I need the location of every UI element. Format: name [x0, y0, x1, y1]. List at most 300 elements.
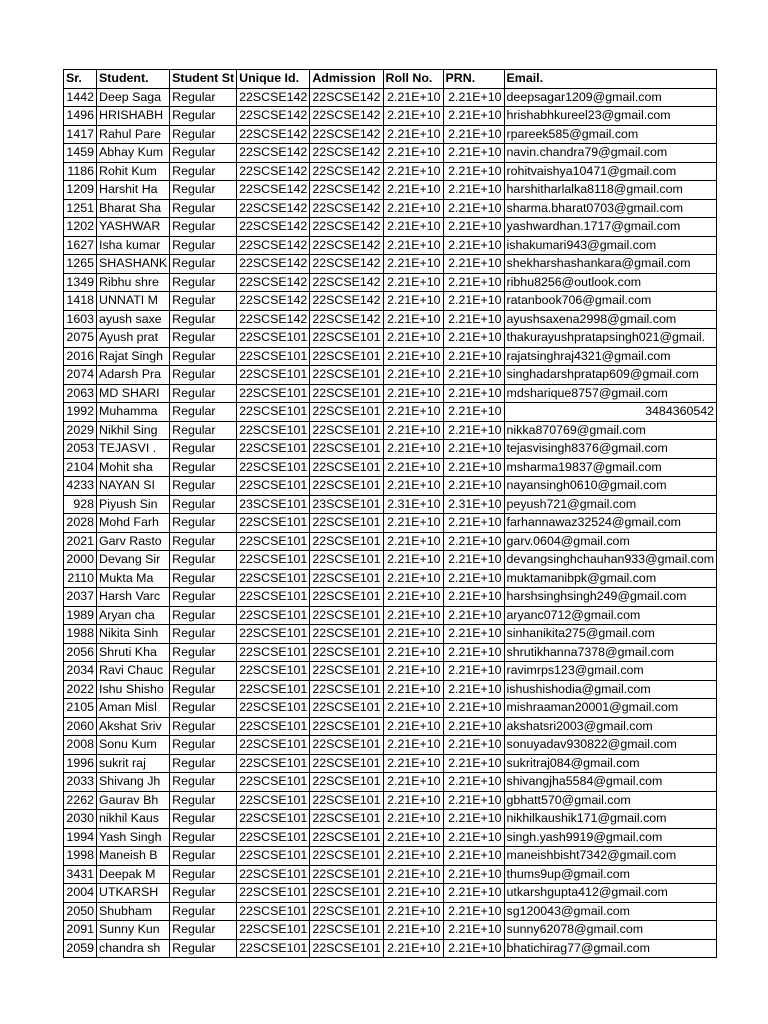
sr-cell: 1627 [64, 236, 97, 255]
prn-cell: 2.21E+10 [443, 606, 504, 625]
admission-cell: 22SCSE101 [310, 699, 383, 718]
admission-cell: 22SCSE101 [310, 773, 383, 792]
unique-id-cell: 22SCSE101 [237, 865, 310, 884]
prn-cell: 2.21E+10 [443, 477, 504, 496]
roll-no-cell: 2.21E+10 [383, 884, 443, 903]
prn-cell: 2.21E+10 [443, 625, 504, 644]
table-row [64, 939, 717, 958]
prn-cell: 2.31E+10 [443, 495, 504, 514]
student-status-cell: Regular [170, 754, 237, 773]
roll-no-cell: 2.21E+10 [383, 125, 443, 144]
student-status-cell: Regular [170, 440, 237, 459]
roll-no-cell: 2.21E+10 [383, 625, 443, 644]
table-row [64, 366, 717, 385]
student-status-cell: Regular [170, 884, 237, 903]
table-row [64, 514, 717, 533]
unique-id-cell: 22SCSE101 [237, 902, 310, 921]
table-row [64, 125, 717, 144]
table-row [64, 551, 717, 570]
sr-cell: 2033 [64, 773, 97, 792]
sr-cell: 928 [64, 495, 97, 514]
student-name-cell: Rahul Pare [97, 125, 170, 144]
table-row [64, 218, 717, 237]
prn-cell: 2.21E+10 [443, 421, 504, 440]
prn-cell: 2.21E+10 [443, 440, 504, 459]
sr-cell: 1417 [64, 125, 97, 144]
table-row [64, 773, 717, 792]
sr-cell: 2063 [64, 384, 97, 403]
sr-cell: 2050 [64, 902, 97, 921]
email-cell: thums9up@gmail.com [504, 865, 717, 884]
unique-id-cell: 22SCSE142 [237, 107, 310, 126]
student-status-cell: Regular [170, 218, 237, 237]
roll-no-cell: 2.21E+10 [383, 514, 443, 533]
table-row [64, 162, 717, 181]
roll-no-cell: 2.21E+10 [383, 144, 443, 163]
sr-cell: 2104 [64, 458, 97, 477]
prn-cell: 2.21E+10 [443, 218, 504, 237]
student-status-cell: Regular [170, 347, 237, 366]
student-name-cell: Mukta Ma [97, 569, 170, 588]
unique-id-cell: 22SCSE101 [237, 643, 310, 662]
email-cell: sukritraj084@gmail.com [504, 754, 717, 773]
student-name-cell: Aryan cha [97, 606, 170, 625]
unique-id-cell: 22SCSE101 [237, 625, 310, 644]
table-row [64, 865, 717, 884]
admission-cell: 22SCSE101 [310, 828, 383, 847]
roll-no-cell: 2.21E+10 [383, 477, 443, 496]
roll-no-cell: 2.21E+10 [383, 680, 443, 699]
email-cell: devangsinghchauhan933@gmail.com [504, 551, 717, 570]
roll-no-cell: 2.21E+10 [383, 458, 443, 477]
roll-no-cell: 2.21E+10 [383, 847, 443, 866]
student-name-cell: Garv Rasto [97, 532, 170, 551]
prn-cell: 2.21E+10 [443, 255, 504, 274]
roll-no-cell: 2.21E+10 [383, 699, 443, 718]
admission-cell: 22SCSE101 [310, 939, 383, 958]
email-cell: harshitharlalka8118@gmail.com [504, 181, 717, 200]
email-cell: muktamanibpk@gmail.com [504, 569, 717, 588]
admission-cell: 22SCSE142 [310, 218, 383, 237]
sr-cell: 2021 [64, 532, 97, 551]
student-name-cell: MD SHARI [97, 384, 170, 403]
admission-cell: 22SCSE101 [310, 717, 383, 736]
student-status-cell: Regular [170, 588, 237, 607]
sr-cell: 1349 [64, 273, 97, 292]
sr-cell: 4233 [64, 477, 97, 496]
roll-no-cell: 2.21E+10 [383, 551, 443, 570]
student-name-cell: TEJASVI . [97, 440, 170, 459]
prn-cell: 2.21E+10 [443, 514, 504, 533]
student-name-cell: NAYAN SI [97, 477, 170, 496]
roll-no-cell: 2.21E+10 [383, 273, 443, 292]
table-row [64, 236, 717, 255]
sr-cell: 2000 [64, 551, 97, 570]
admission-cell: 22SCSE142 [310, 107, 383, 126]
prn-cell: 2.21E+10 [443, 329, 504, 348]
admission-cell: 22SCSE101 [310, 569, 383, 588]
unique-id-header: Unique Id. [237, 70, 310, 89]
email-cell: 3484360542 [504, 403, 717, 422]
student-status-cell: Regular [170, 606, 237, 625]
student-status-cell: Regular [170, 255, 237, 274]
admission-cell: 22SCSE101 [310, 551, 383, 570]
student-name-cell: Rohit Kum [97, 162, 170, 181]
roll-no-cell: 2.21E+10 [383, 181, 443, 200]
table-row [64, 902, 717, 921]
student-status-cell: Regular [170, 421, 237, 440]
email-cell: garv.0604@gmail.com [504, 532, 717, 551]
roll-no-cell: 2.21E+10 [383, 329, 443, 348]
student-status-cell: Regular [170, 625, 237, 644]
sr-cell: 2059 [64, 939, 97, 958]
student-status-cell: Regular [170, 403, 237, 422]
unique-id-cell: 22SCSE142 [237, 88, 310, 107]
email-cell: sunny62078@gmail.com [504, 921, 717, 940]
student-name-cell: Mohd Farh [97, 514, 170, 533]
roll-no-cell: 2.31E+10 [383, 495, 443, 514]
unique-id-cell: 22SCSE101 [237, 810, 310, 829]
sr-cell: 1996 [64, 754, 97, 773]
table-row [64, 606, 717, 625]
admission-cell: 22SCSE142 [310, 273, 383, 292]
table-row [64, 458, 717, 477]
unique-id-cell: 22SCSE101 [237, 921, 310, 940]
sr-cell: 2110 [64, 569, 97, 588]
student-status-cell: Regular [170, 162, 237, 181]
unique-id-cell: 22SCSE101 [237, 551, 310, 570]
unique-id-cell: 22SCSE142 [237, 292, 310, 311]
unique-id-cell: 22SCSE101 [237, 421, 310, 440]
admission-cell: 22SCSE101 [310, 643, 383, 662]
student-name-cell: nikhil Kaus [97, 810, 170, 829]
roll-no-cell: 2.21E+10 [383, 828, 443, 847]
admission-cell: 22SCSE101 [310, 606, 383, 625]
unique-id-cell: 22SCSE101 [237, 440, 310, 459]
unique-id-cell: 22SCSE101 [237, 477, 310, 496]
unique-id-cell: 22SCSE101 [237, 588, 310, 607]
prn-cell: 2.21E+10 [443, 384, 504, 403]
student-name-cell: Ravi Chauc [97, 662, 170, 681]
roll-no-cell: 2.21E+10 [383, 588, 443, 607]
student-name-cell: Nikhil Sing [97, 421, 170, 440]
student-status-cell: Regular [170, 662, 237, 681]
student-status-cell: Regular [170, 828, 237, 847]
unique-id-cell: 22SCSE101 [237, 569, 310, 588]
sr-cell: 2056 [64, 643, 97, 662]
roll-no-cell: 2.21E+10 [383, 310, 443, 329]
student-name-cell: Deepak M [97, 865, 170, 884]
admission-cell: 22SCSE101 [310, 421, 383, 440]
student-name-cell: Akshat Sriv [97, 717, 170, 736]
email-cell: ishakumari943@gmail.com [504, 236, 717, 255]
student-status-cell: Regular [170, 643, 237, 662]
admission-cell: 22SCSE142 [310, 125, 383, 144]
roll-no-cell: 2.21E+10 [383, 218, 443, 237]
sr-cell: 3431 [64, 865, 97, 884]
sr-cell: 1992 [64, 403, 97, 422]
roll-no-cell: 2.21E+10 [383, 643, 443, 662]
student-status-cell: Regular [170, 477, 237, 496]
roll-no-cell: 2.21E+10 [383, 236, 443, 255]
student-status-cell: Regular [170, 773, 237, 792]
unique-id-cell: 22SCSE142 [237, 125, 310, 144]
student-header: Student. [97, 70, 170, 89]
roll-no-cell: 2.21E+10 [383, 403, 443, 422]
admission-cell: 22SCSE101 [310, 588, 383, 607]
roll-no-cell: 2.21E+10 [383, 754, 443, 773]
email-cell: aryanc0712@gmail.com [504, 606, 717, 625]
unique-id-cell: 22SCSE101 [237, 717, 310, 736]
email-cell: hrishabhkureel23@gmail.com [504, 107, 717, 126]
student-status-cell: Regular [170, 495, 237, 514]
table-row [64, 643, 717, 662]
prn-cell: 2.21E+10 [443, 199, 504, 218]
unique-id-cell: 22SCSE101 [237, 736, 310, 755]
student-status-cell: Regular [170, 273, 237, 292]
prn-cell: 2.21E+10 [443, 292, 504, 311]
table-row [64, 477, 717, 496]
unique-id-cell: 22SCSE101 [237, 791, 310, 810]
unique-id-cell: 22SCSE101 [237, 847, 310, 866]
student-name-cell: Isha kumar [97, 236, 170, 255]
email-cell: rohitvaishya10471@gmail.com [504, 162, 717, 181]
roll-no-cell: 2.21E+10 [383, 366, 443, 385]
prn-cell: 2.21E+10 [443, 736, 504, 755]
prn-cell: 2.21E+10 [443, 273, 504, 292]
email-cell: sharma.bharat0703@gmail.com [504, 199, 717, 218]
admission-header: Admission [310, 70, 383, 89]
table-row [64, 625, 717, 644]
table-row [64, 199, 717, 218]
table-row [64, 569, 717, 588]
sr-cell: 2016 [64, 347, 97, 366]
sr-cell: 1989 [64, 606, 97, 625]
email-cell: nikhilkaushik171@gmail.com [504, 810, 717, 829]
student-name-cell: chandra sh [97, 939, 170, 958]
student-status-cell: Regular [170, 569, 237, 588]
admission-cell: 22SCSE101 [310, 754, 383, 773]
email-cell: akshatsri2003@gmail.com [504, 717, 717, 736]
admission-cell: 22SCSE142 [310, 236, 383, 255]
table-body [64, 88, 717, 958]
student-status-cell: Regular [170, 810, 237, 829]
student-name-cell: Gaurav Bh [97, 791, 170, 810]
prn-cell: 2.21E+10 [443, 107, 504, 126]
prn-cell: 2.21E+10 [443, 366, 504, 385]
prn-cell: 2.21E+10 [443, 403, 504, 422]
student-status-cell: Regular [170, 921, 237, 940]
unique-id-cell: 22SCSE101 [237, 384, 310, 403]
prn-cell: 2.21E+10 [443, 532, 504, 551]
roll-no-cell: 2.21E+10 [383, 810, 443, 829]
prn-cell: 2.21E+10 [443, 847, 504, 866]
prn-cell: 2.21E+10 [443, 310, 504, 329]
student-status-cell: Regular [170, 791, 237, 810]
student-name-cell: Harsh Varc [97, 588, 170, 607]
student-name-cell: Devang Sir [97, 551, 170, 570]
sr-cell: 2053 [64, 440, 97, 459]
table-row [64, 662, 717, 681]
sr-cell: 1459 [64, 144, 97, 163]
table-row [64, 736, 717, 755]
email-cell: singhadarshpratap609@gmail.com [504, 366, 717, 385]
sr-cell: 2022 [64, 680, 97, 699]
table-row [64, 810, 717, 829]
email-cell: maneishbisht7342@gmail.com [504, 847, 717, 866]
student-status-cell: Regular [170, 865, 237, 884]
sr-cell: 2030 [64, 810, 97, 829]
roll-no-cell: 2.21E+10 [383, 199, 443, 218]
admission-cell: 22SCSE101 [310, 514, 383, 533]
admission-cell: 22SCSE101 [310, 366, 383, 385]
roll-no-cell: 2.21E+10 [383, 569, 443, 588]
email-cell: ribhu8256@outlook.com [504, 273, 717, 292]
email-cell: farhannawaz32524@gmail.com [504, 514, 717, 533]
sr-cell: 2028 [64, 514, 97, 533]
prn-cell: 2.21E+10 [443, 754, 504, 773]
prn-cell: 2.21E+10 [443, 828, 504, 847]
student-name-cell: Muhamma [97, 403, 170, 422]
roll-no-cell: 2.21E+10 [383, 662, 443, 681]
admission-cell: 22SCSE101 [310, 884, 383, 903]
student-status-cell: Regular [170, 680, 237, 699]
table-row [64, 255, 717, 274]
email-header: Email. [504, 70, 717, 89]
unique-id-cell: 22SCSE101 [237, 403, 310, 422]
roll-no-cell: 2.21E+10 [383, 292, 443, 311]
roll-no-cell: 2.21E+10 [383, 532, 443, 551]
table-row [64, 440, 717, 459]
prn-cell: 2.21E+10 [443, 921, 504, 940]
admission-cell: 22SCSE101 [310, 680, 383, 699]
student-name-cell: Shruti Kha [97, 643, 170, 662]
sr-cell: 1988 [64, 625, 97, 644]
email-cell: yashwardhan.1717@gmail.com [504, 218, 717, 237]
admission-cell: 22SCSE101 [310, 865, 383, 884]
sr-header: Sr. [64, 70, 97, 89]
student-name-cell: Harshit Ha [97, 181, 170, 200]
student-status-cell: Regular [170, 458, 237, 477]
student-status-cell: Regular [170, 736, 237, 755]
table-row [64, 699, 717, 718]
student-status-cell: Regular [170, 199, 237, 218]
roll-no-cell: 2.21E+10 [383, 791, 443, 810]
admission-cell: 22SCSE101 [310, 403, 383, 422]
student-status-header: Student St [170, 70, 237, 89]
admission-cell: 22SCSE101 [310, 810, 383, 829]
student-name-cell: Shivang Jh [97, 773, 170, 792]
table-row [64, 717, 717, 736]
student-status-cell: Regular [170, 699, 237, 718]
email-cell: mishraaman20001@gmail.com [504, 699, 717, 718]
prn-cell: 2.21E+10 [443, 144, 504, 163]
email-cell: shekharshashankara@gmail.com [504, 255, 717, 274]
prn-cell: 2.21E+10 [443, 902, 504, 921]
student-name-cell: SHASHANK [97, 255, 170, 274]
sr-cell: 2008 [64, 736, 97, 755]
prn-cell: 2.21E+10 [443, 810, 504, 829]
email-cell: rpareek585@gmail.com [504, 125, 717, 144]
table-row [64, 847, 717, 866]
roll-no-cell: 2.21E+10 [383, 865, 443, 884]
email-cell: sg120043@gmail.com [504, 902, 717, 921]
email-cell: sonuyadav930822@gmail.com [504, 736, 717, 755]
unique-id-cell: 22SCSE142 [237, 144, 310, 163]
admission-cell: 23SCSE101 [310, 495, 383, 514]
email-cell: harshsinghsingh249@gmail.com [504, 588, 717, 607]
prn-cell: 2.21E+10 [443, 680, 504, 699]
student-status-cell: Regular [170, 125, 237, 144]
sr-cell: 2029 [64, 421, 97, 440]
sr-cell: 2004 [64, 884, 97, 903]
prn-header: PRN. [443, 70, 504, 89]
prn-cell: 2.21E+10 [443, 236, 504, 255]
email-cell: mdsharique8757@gmail.com [504, 384, 717, 403]
email-cell: bhatichirag77@gmail.com [504, 939, 717, 958]
sr-cell: 1251 [64, 199, 97, 218]
roll-no-header: Roll No. [383, 70, 443, 89]
admission-cell: 22SCSE101 [310, 847, 383, 866]
unique-id-cell: 22SCSE101 [237, 458, 310, 477]
table-row [64, 88, 717, 107]
email-cell: tejasvisingh8376@gmail.com [504, 440, 717, 459]
email-cell: ratanbook706@gmail.com [504, 292, 717, 311]
admission-cell: 22SCSE101 [310, 532, 383, 551]
unique-id-cell: 22SCSE101 [237, 606, 310, 625]
roll-no-cell: 2.21E+10 [383, 736, 443, 755]
table-row [64, 828, 717, 847]
admission-cell: 22SCSE101 [310, 902, 383, 921]
sr-cell: 2034 [64, 662, 97, 681]
student-status-cell: Regular [170, 329, 237, 348]
table-row [64, 588, 717, 607]
unique-id-cell: 22SCSE142 [237, 310, 310, 329]
student-name-cell: Sunny Kun [97, 921, 170, 940]
table-row [64, 532, 717, 551]
prn-cell: 2.21E+10 [443, 588, 504, 607]
admission-cell: 22SCSE101 [310, 477, 383, 496]
unique-id-cell: 22SCSE101 [237, 662, 310, 681]
student-status-cell: Regular [170, 88, 237, 107]
roll-no-cell: 2.21E+10 [383, 88, 443, 107]
email-cell: nayansingh0610@gmail.com [504, 477, 717, 496]
admission-cell: 22SCSE101 [310, 625, 383, 644]
unique-id-cell: 22SCSE101 [237, 828, 310, 847]
unique-id-cell: 22SCSE142 [237, 162, 310, 181]
admission-cell: 22SCSE101 [310, 384, 383, 403]
email-cell: ishushishodia@gmail.com [504, 680, 717, 699]
student-name-cell: Deep Saga [97, 88, 170, 107]
sr-cell: 1418 [64, 292, 97, 311]
sr-cell: 2060 [64, 717, 97, 736]
unique-id-cell: 22SCSE101 [237, 754, 310, 773]
admission-cell: 22SCSE101 [310, 440, 383, 459]
sr-cell: 1496 [64, 107, 97, 126]
student-name-cell: HRISHABH [97, 107, 170, 126]
unique-id-cell: 22SCSE101 [237, 680, 310, 699]
admission-cell: 22SCSE142 [310, 310, 383, 329]
student-name-cell: Rajat Singh [97, 347, 170, 366]
prn-cell: 2.21E+10 [443, 551, 504, 570]
unique-id-cell: 22SCSE142 [237, 255, 310, 274]
email-cell: ravimrps123@gmail.com [504, 662, 717, 681]
prn-cell: 2.21E+10 [443, 458, 504, 477]
student-status-cell: Regular [170, 181, 237, 200]
prn-cell: 2.21E+10 [443, 125, 504, 144]
roll-no-cell: 2.21E+10 [383, 921, 443, 940]
unique-id-cell: 22SCSE101 [237, 366, 310, 385]
